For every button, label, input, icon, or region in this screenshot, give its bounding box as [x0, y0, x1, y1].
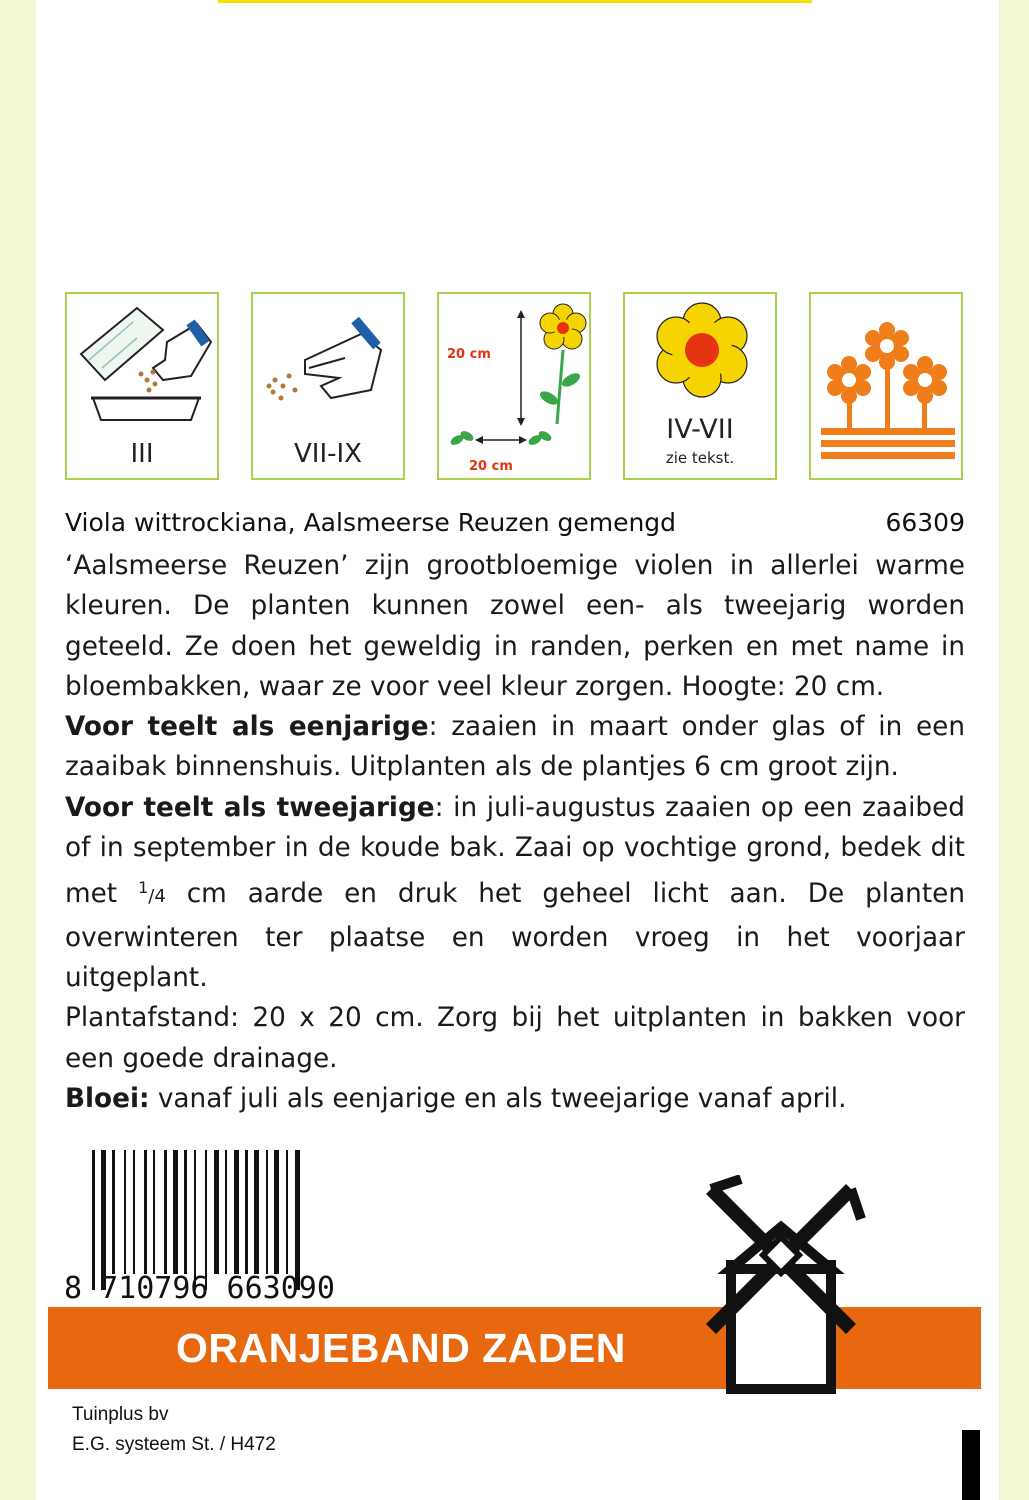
sow-outdoors-tile	[251, 292, 405, 480]
barcode	[48, 1150, 418, 1310]
fraction-denominator: /4	[148, 886, 166, 908]
barcode-number: 8 710796 663090	[64, 1271, 335, 1306]
brand-name: ORANJEBAND ZADEN	[176, 1325, 626, 1371]
bedding-plants-icon	[811, 294, 965, 482]
barcode-bar	[254, 1150, 259, 1274]
bloom-note: zie tekst.	[665, 449, 735, 467]
barcode-bar	[274, 1150, 279, 1274]
spacing-tile	[437, 292, 591, 480]
barcode-bar	[245, 1150, 248, 1274]
barcode-bar	[112, 1150, 115, 1274]
fraction-numerator: 1	[138, 878, 149, 898]
biennial-text-b: cm aarde en druk het geheel licht aan. De planten overwinteren ter plaatse en worden vroeg in het voorjaar uitgeplant.	[65, 879, 966, 993]
windmill-logo	[697, 1175, 867, 1405]
width-label: 20 cm	[469, 459, 513, 474]
barcode-bar	[173, 1150, 178, 1274]
bedding-tile	[809, 292, 963, 480]
barcode-bars	[48, 1150, 418, 1310]
biennial-paragraph	[65, 788, 965, 998]
barcode-bar	[124, 1150, 126, 1274]
sow-indoors-caption: III	[130, 439, 154, 469]
barcode-bar	[133, 1150, 135, 1274]
barcode-bar	[101, 1150, 106, 1290]
product-title: Viola wittrockiana, Aalsmeerse Reuzen gemengd	[65, 508, 677, 537]
barcode-bar	[164, 1150, 167, 1274]
bloom-paragraph	[65, 1079, 965, 1119]
barcode-bar	[144, 1150, 147, 1274]
sow-outdoors-caption: VII-IX	[294, 439, 362, 469]
certification: E.G. systeem St. / H472	[72, 1434, 276, 1455]
bloom-months: IV-VII	[666, 414, 734, 445]
barcode-bar	[92, 1150, 95, 1290]
product-header	[65, 508, 965, 542]
barcode-bar	[214, 1150, 219, 1274]
top-color-strip	[218, 0, 812, 3]
bloom-tile	[623, 292, 777, 480]
left-margin-strip	[0, 0, 36, 1500]
bloom-label: Bloei:	[65, 1083, 150, 1114]
product-code: 66309	[885, 508, 965, 537]
biennial-label: Voor teelt als tweejarige	[65, 792, 435, 823]
barcode-bar	[295, 1150, 300, 1290]
intro-paragraph: ‘Aalsmeerse Reuzen’ zijn grootbloemige violen in allerlei warme kleuren. De planten kunnen zowel een- als tweejarig worden geteeld. Ze doen het geweldig in randen, perken en met name in bloembakken, waar ze voor veel kleur zorgen. Hoogte: 20 cm.	[65, 551, 965, 702]
company-name: Tuinplus bv	[72, 1404, 169, 1425]
annual-text: : zaaien in maart onder glas of in een zaaibak binnenshuis. Uitplanten als de plantjes 6 cm groot zijn.	[65, 712, 965, 783]
barcode-bar	[266, 1150, 268, 1274]
barcode-bar	[194, 1150, 196, 1290]
spacing-icon	[439, 294, 593, 482]
description	[65, 546, 965, 1119]
sow-indoors-tile	[65, 292, 219, 480]
barcode-bar	[225, 1150, 227, 1274]
annual-label: Voor teelt als eenjarige	[65, 712, 429, 743]
barcode-bar	[184, 1150, 187, 1274]
annual-paragraph	[65, 707, 965, 788]
barcode-bar	[286, 1150, 288, 1274]
edge-mark	[962, 1430, 980, 1500]
right-margin-strip	[999, 0, 1029, 1500]
bloom-text: vanaf juli als eenjarige en als tweejarige vanaf april.	[149, 1083, 847, 1114]
barcode-bar	[234, 1150, 239, 1274]
barcode-bar	[205, 1150, 207, 1290]
height-label: 20 cm	[447, 347, 491, 362]
barcode-bar	[153, 1150, 155, 1274]
spacing-paragraph: Plantafstand: 20 x 20 cm. Zorg bij het uitplanten in bakken voor een goede drainage.	[65, 1003, 965, 1074]
biennial-text-a: : in juli-augustus zaaien op een zaaibed of in september in de koude bak. Zaai op vochtige grond, bedek dit met	[65, 792, 965, 910]
